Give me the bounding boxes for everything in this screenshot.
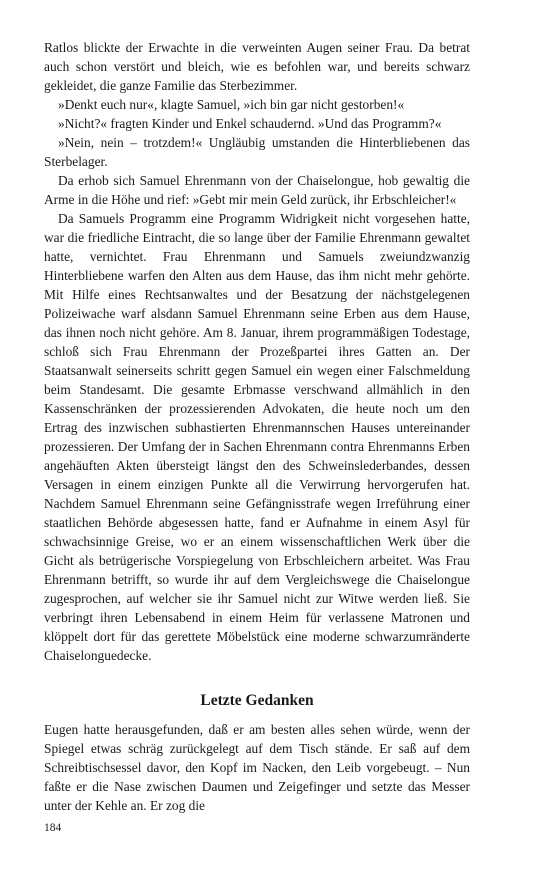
paragraph-3: »Nicht?« fragten Kinder und Enkel schaudernd. »Und das Programm?« xyxy=(58,116,442,131)
paragraph-1: Ratlos blickte der Erwachte in die verweinten Augen seiner Frau. Da betrat auch schon verstört und bleich, wie es befohlen war, und bereits schwarz gekleidet, die ganze Familie das Sterbezimmer. xyxy=(44,40,470,93)
page-body xyxy=(44,38,470,815)
page-number: 184 xyxy=(44,822,62,834)
paragraph-7: Eugen hatte herausgefunden, daß er am besten alles sehen würde, wenn der Spiegel etwas schräg zurückgelegt auf dem Tisch stände. Er saß auf dem Schreibtischsessel davor, den Kopf im Nacken, den Leib vorgebeugt. – Nun faßte er die Nase zwischen Daumen und Zeigefinger und setzte das Messer unter der Kehle an. Er zog die xyxy=(44,722,470,813)
paragraph-6: Da Samuels Programm eine Programm Widrigkeit nicht vorgesehen hatte, war die friedliche Eintracht, die so lange über der Familie Ehrenmann gewaltet hatte, vernichtet. Frau Ehrenmann und Samuels zweiundzwanzig Hinterbliebene warfen den Alten aus dem Hause, das ihm nicht mehr gehörte. Mit Hilfe eines Rechtsanwaltes und der Besatzung der nächstgelegenen Polizeiwache warf alsdann Samuel Ehrenmann seine Erben aus dem Hause, das ihnen noch nicht gehöre. Am 8. Januar, ihrem programmäßigen Todestage, schloß sich Frau Ehrenmann der Prozeßpartei ihres Gatten an. Der Staatsanwalt seinerseits schritt gegen Samuel ein wegen einer Falschmeldung beim Standesamt. Die gesamte Erbmasse verschwand allmählich in den Kassenschränken der prozessierenden Advokaten, die heute noch um den Ertrag des inzwischen subhastierten Ehrenmannschen Hauses untereinander prozessieren. Der Umfang der in Sachen Ehrenmann contra Ehrenmanns Erben angehäuften Akten übersteigt längst den des Schweinslederbandes, dessen Versagen in einem einzigen Punkte all die Verwirrung hervorgerufen hat. Nachdem Samuel Ehrenmann seine Gefängnisstrafe wegen Irreführung einer staatlichen Behörde abgesessen hatte, fand er Aufnahme in einem Asyl für schwachsinnige Greise, wo er an einem wissenschaftlichen Werk über die Gicht als betrügerische Vorspiegelung von Erbschleichern arbeitet. Was Frau Ehrenmann betrifft, so wurde ihr auf dem Vergleichswege die Chaiselongue zugesprochen, auf welcher sie ihr Samuel nicht zur Witwe werden ließ. Sie verbringt ihren Lebensabend in einem Heim für verlassene Matronen und klöppelt dort für das gerettete Möbelstück eine moderne schwarzumränderte Chaiselonguedecke. xyxy=(44,211,470,663)
section-heading: Letzte Gedanken xyxy=(200,692,314,709)
paragraph-2: »Denkt euch nur«, klagte Samuel, »ich bin gar nicht gestorben!« xyxy=(58,97,405,112)
paragraph-4: »Nein, nein – trotzdem!« Ungläubig umstanden die Hinterbliebenen das Sterbelager. xyxy=(44,135,470,169)
paragraph-5: Da erhob sich Samuel Ehrenmann von der Chaiselongue, hob gewaltig die Arme in die Höhe und rief: »Gebt mir mein Geld zurück, ihr Erbschleicher!« xyxy=(44,173,470,207)
